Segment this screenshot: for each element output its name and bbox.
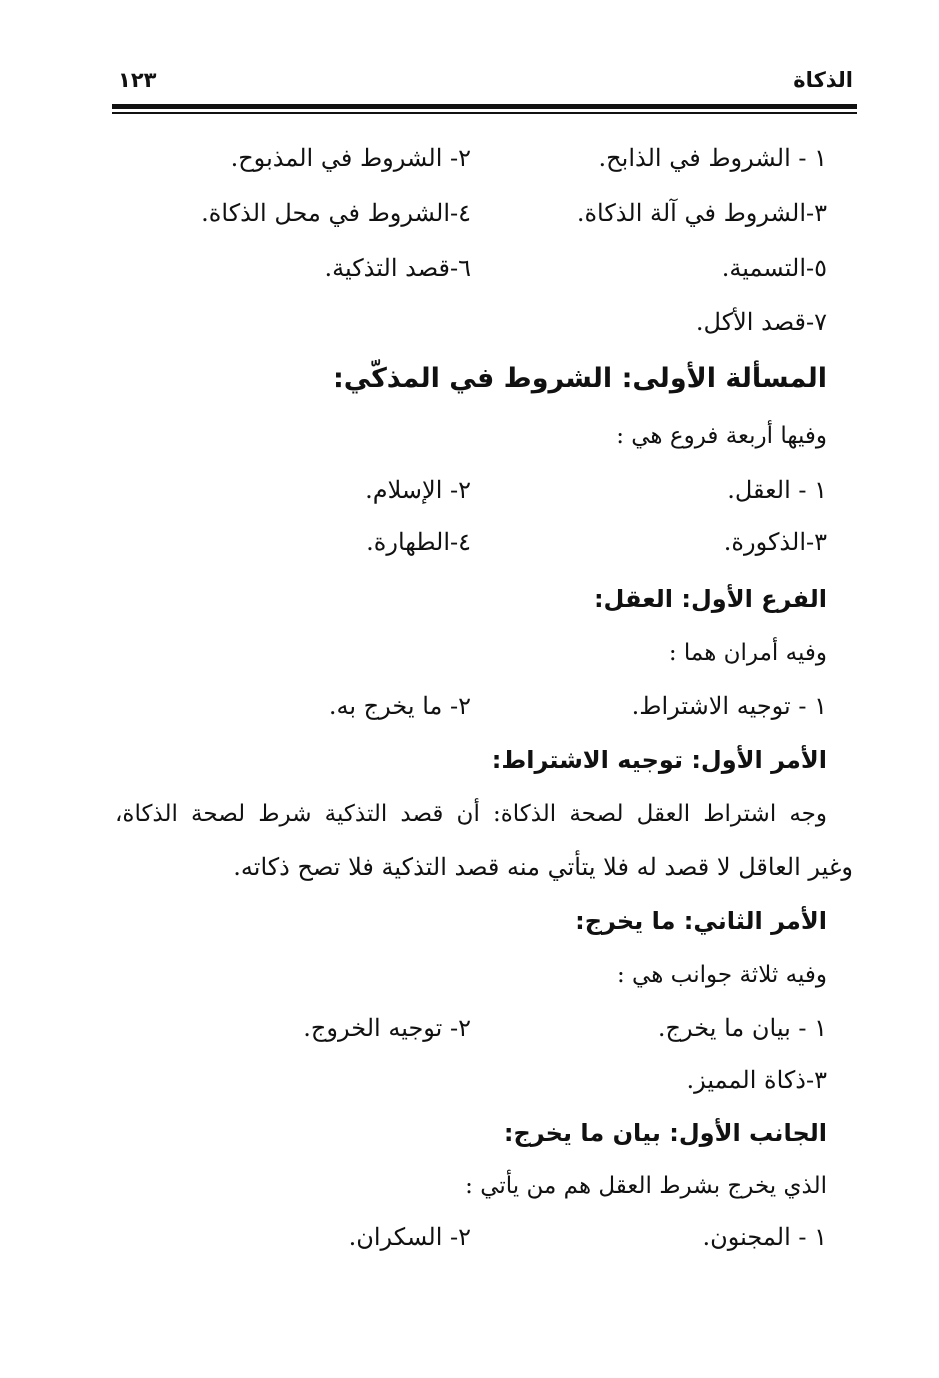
- list-item: ٦-قصد التذكية.: [324, 254, 471, 282]
- list-item: ٣-ذكاة المميز.: [686, 1066, 827, 1094]
- section-heading: المسألة الأولى: الشروط في المذكّي:: [332, 363, 827, 394]
- list-item: ٢- توجيه الخروج.: [303, 1014, 471, 1042]
- paragraph: وفيها أربعة فروع هي :: [616, 423, 827, 449]
- paragraph-line: وجه اشتراط العقل لصحة الذكاة: أن قصد التذكية شرط لصحة الذكاة،: [115, 801, 827, 827]
- subsection-heading: الأمر الأول: توجيه الاشتراط:: [491, 746, 827, 774]
- subsection-heading: الفرع الأول: العقل:: [593, 585, 827, 613]
- list-item: ١ - توجيه الاشتراط.: [631, 692, 827, 720]
- paragraph-line: وغير العاقل لا قصد له فلا يتأتي منه قصد التذكية فلا تصح ذكاته.: [233, 853, 853, 881]
- chapter-title: الذكاة: [793, 68, 853, 92]
- list-item: ١ - المجنون.: [702, 1223, 827, 1251]
- list-item: ٤-الشروط في محل الذكاة.: [201, 199, 471, 227]
- list-item: ٣-الذكورة.: [723, 528, 827, 556]
- header-rule-thin: [112, 112, 857, 114]
- paragraph: الذي يخرج بشرط العقل هم من يأتي :: [465, 1173, 827, 1199]
- list-item: ٢- ما يخرج به.: [328, 692, 471, 720]
- subsection-heading: الأمر الثاني: ما يخرج:: [575, 907, 827, 935]
- list-item: ٢- الإسلام.: [365, 476, 471, 504]
- list-item: ٥-التسمية.: [721, 254, 827, 282]
- list-item: ١ - العقل.: [727, 476, 827, 504]
- list-item: ١ - بيان ما يخرج.: [657, 1014, 827, 1042]
- list-item: ٣-الشروط في آلة الذكاة.: [576, 199, 827, 227]
- paragraph: وفيه أمران هما :: [668, 640, 827, 666]
- paragraph: وفيه ثلاثة جوانب هي :: [617, 962, 827, 988]
- list-item: ٢- السكران.: [348, 1223, 471, 1251]
- list-item: ١ - الشروط في الذابح.: [598, 144, 827, 172]
- header-rule-thick: [112, 104, 857, 109]
- running-header: [112, 62, 857, 98]
- list-item: ٢- الشروط في المذبوح.: [230, 144, 471, 172]
- list-item: ٧-قصد الأكل.: [695, 308, 827, 336]
- subsection-heading: الجانب الأول: بيان ما يخرج:: [503, 1119, 827, 1147]
- page-number: ١٢٣: [118, 68, 157, 92]
- list-item: ٤-الطهارة.: [366, 528, 471, 556]
